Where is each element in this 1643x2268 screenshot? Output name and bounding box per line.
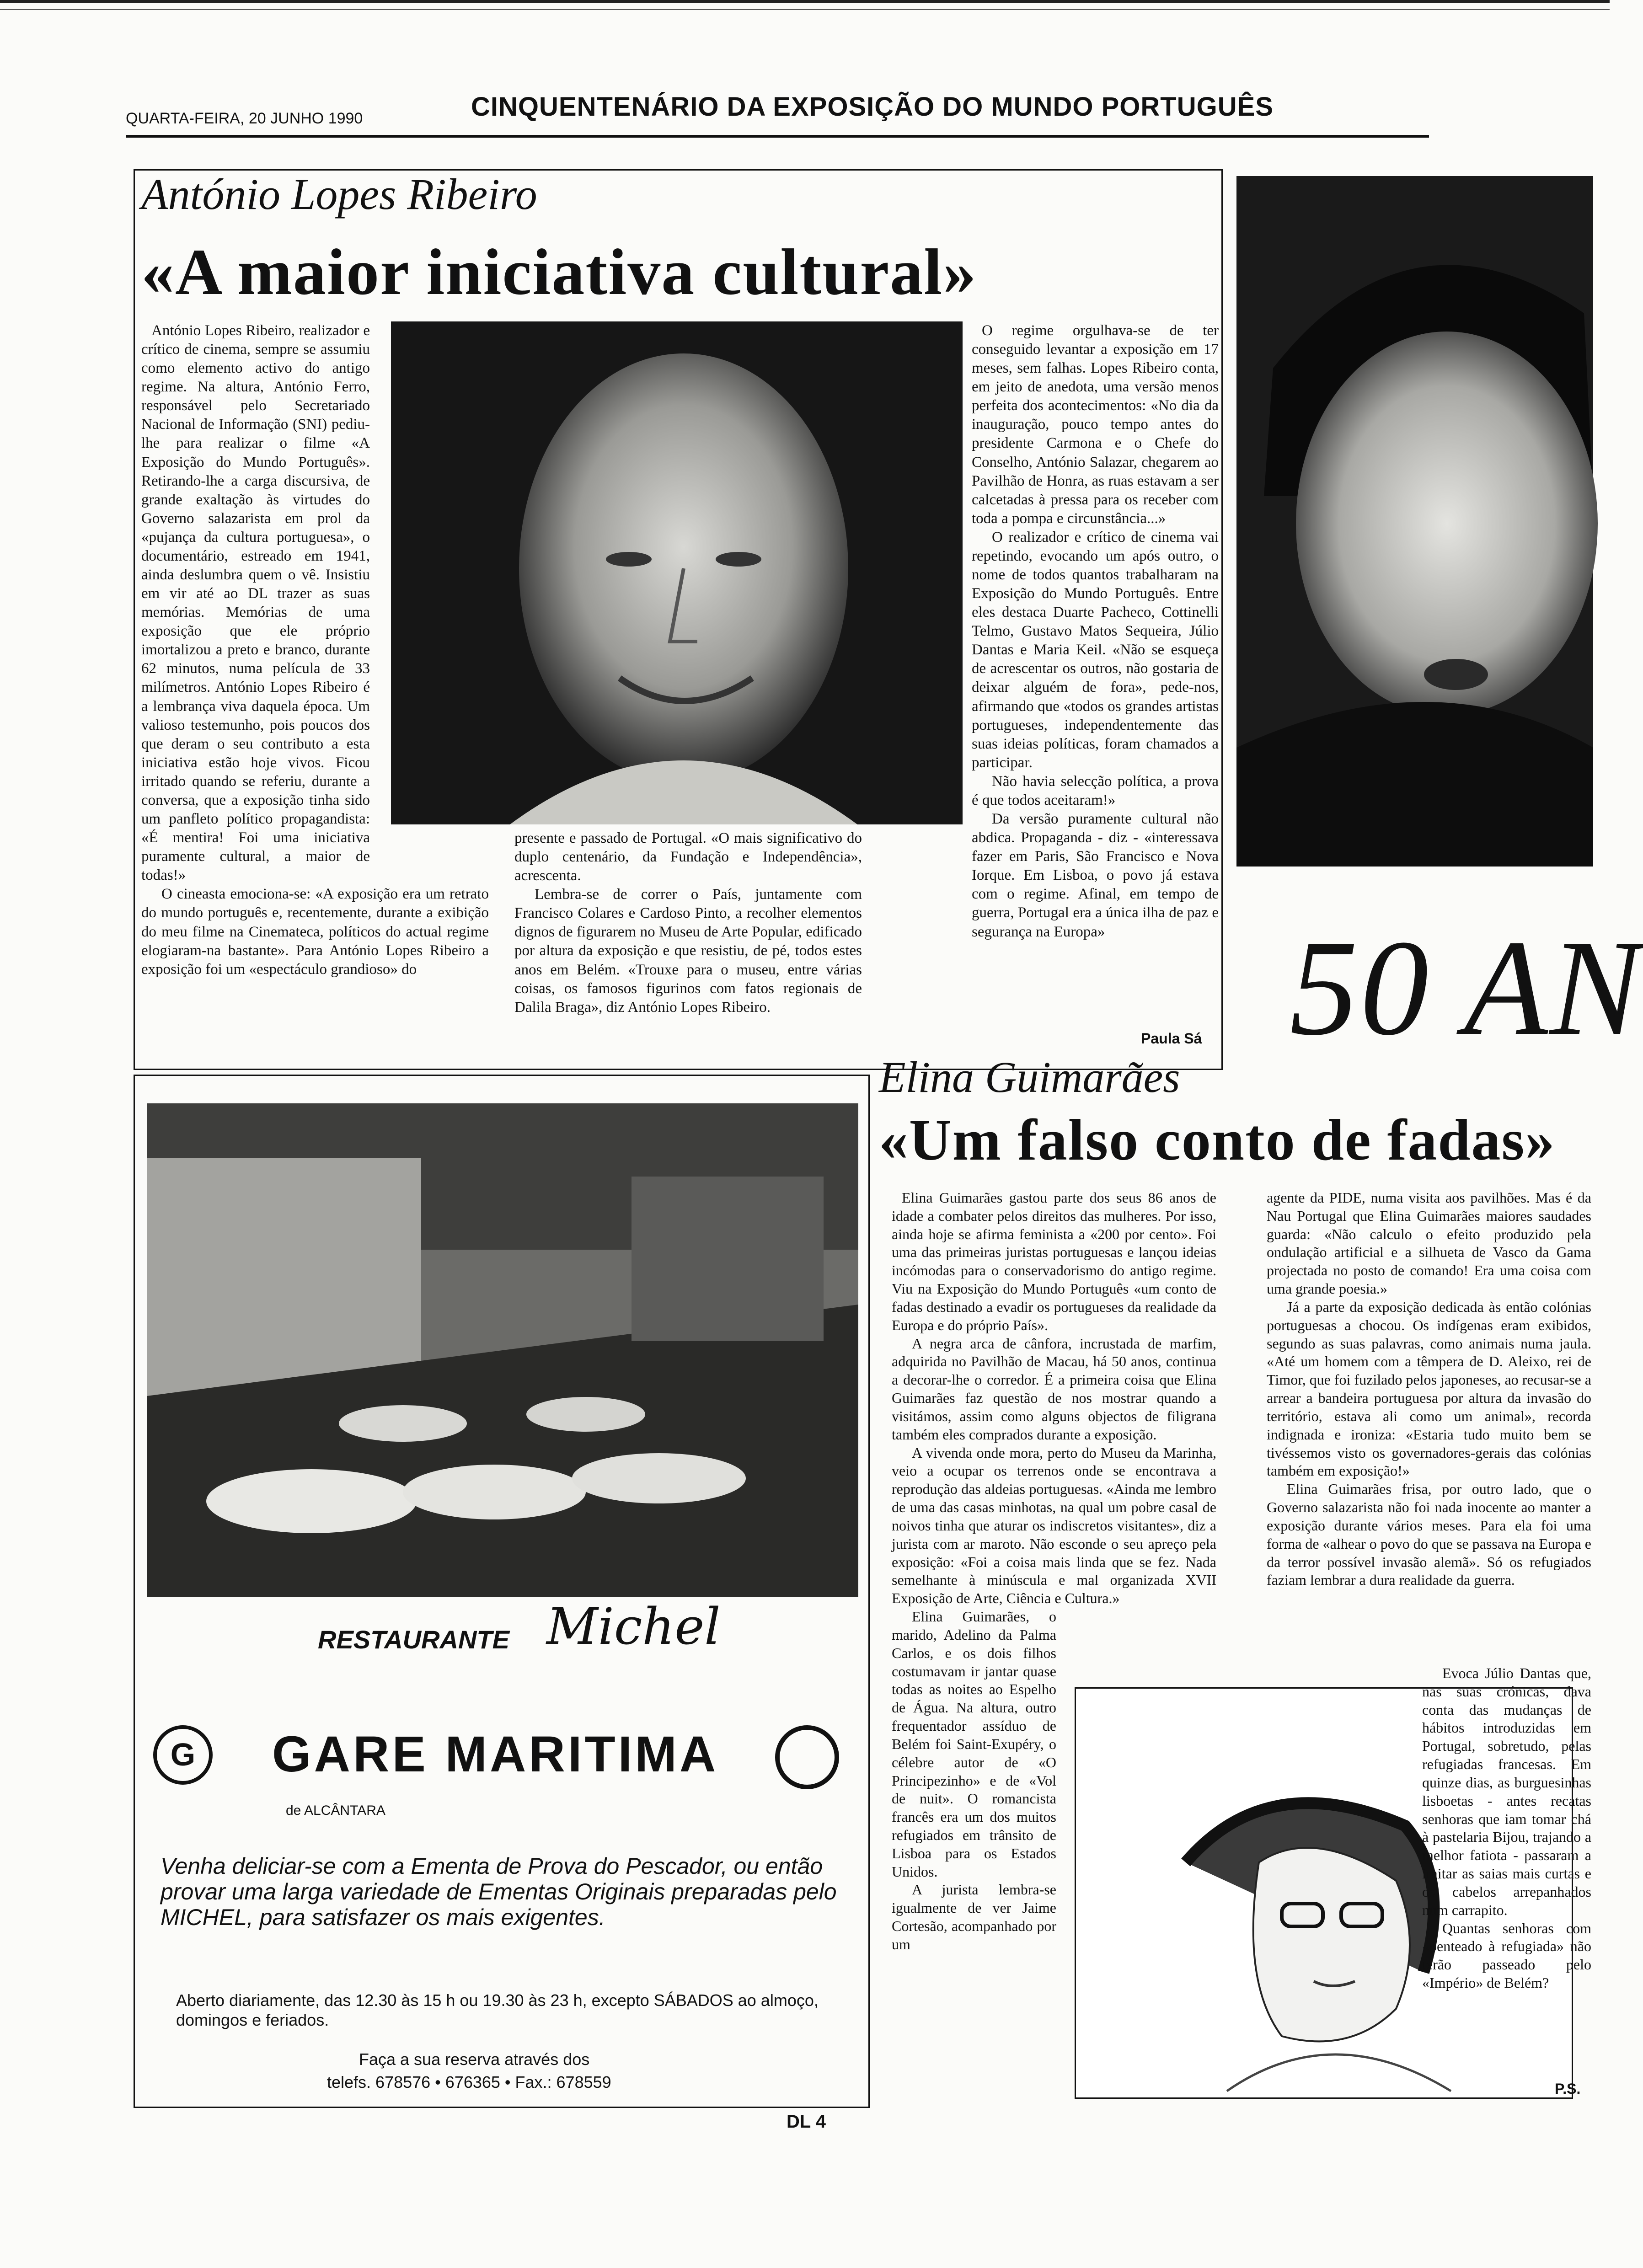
article-headline: «A maior iniciativa cultural» [141, 236, 977, 309]
ad-reservation: Faça a sua reserva através dos [359, 2050, 590, 2069]
top-border [0, 0, 1610, 3]
article-headline: «Um falso conto de fadas» [879, 1107, 1556, 1172]
paragraph: O regime orgulhava-se de ter conseguido levantar a exposição em 17 meses, sem falhas. Lopes Ribeiro conta, em jeito de anedota, uma versão menos perfeita dos acontecimentos: «No dia da inauguração, pouco tempo antes do presidente Carmona e o Chefe do Conselho, António Salazar, chegarem ao Pavilhão de Honra, as ruas estavam a ser calcetadas à pressa para os receber com toda a pompa e circunstância...» [972, 322, 1219, 527]
restaurant-name: GARE MARITIMA [272, 1726, 719, 1782]
paragraph: Quantas senhoras com «penteado à refugiada» não terão passeado pelo «Império» de Belém? [1422, 1920, 1591, 1991]
restaurant-logo: G [153, 1725, 213, 1785]
paragraph: A negra arca de cânfora, incrustada de marfim, adquirida no Pavilhão de Macau, há 50 anos, continua a decorar-lhe o corredor. É a primeira coisa que Elina Guimarães faz questão de nos mostrar quando a visitámos, assim como alguns objectos de filigrana também eles comprados durante a exposição. [892, 1335, 1216, 1443]
paragraph: Elina Guimarães, o marido, Adelino da Palma Carlos, e os dois filhos costumavam ir jantar quase todas as noites ao Espelho de Água. Na altura, outro frequentador assíduo de Belém foi Saint-Exupéry, o célebre autor de «O Principezinho» e de «Vol de nuit». O romancista francês era um dos muitos refugiados em trânsito de Lisboa para os Estados Unidos. [892, 1608, 1056, 1880]
article-lopes-ribeiro [134, 169, 1223, 1070]
restaurant-location: de ALCÂNTARA [286, 1803, 385, 1818]
paragraph: Já a parte da exposição dedicada às então colónias portuguesas a chocou. Os indígenas eram exibidos, segundo as suas palavras, como animais numa jaula. «Até um homem com a têmpera de D. Aleixo, rei de Timor, que foi fuzilado pelos japoneses, ao recusar-se a arrear a bandeira portuguesa por altura da invasão do território, estava ali como um animal», recorda indignada e ironiza: «Estaria tudo muito bem se tivéssemos visto os governadores-gerais das colónias também em exposição!» [1267, 1298, 1591, 1479]
ad-body: Venha deliciar-se com a Ementa de Prova do Pescador, ou então provar uma larga variedade de Ementas Originais preparadas pelo MICHEL, para satisfazer os mais exigentes. [161, 1853, 837, 1930]
paragraph: O realizador e crítico de cinema vai repetindo, evocando um após outro, o nome de todos quantos trabalharam na Exposição do Mundo Português. Entre eles destaca Duarte Pacheco, Cottinelli Telmo, Gustavo Matos Sequeira, Júlio Dantas e Maria Keil. «Não se esqueça de acrescentar os outros, não gostaria de deixar alguém de fora», pede-nos, afirmando que «todos os grandes artistas portugueses, independentemente das suas ideias políticas, foram chamados a participar. [972, 529, 1219, 771]
paragraph: Lembra-se de correr o País, juntamente com Francisco Colares e Cardoso Pinto, a recolher elementos dignos de figurarem no Museu de Arte Popular, edificado por altura da exposição e que resistiu, de pé, todos estes anos em Belém. «Trouxe para o museu, entre várias coisas, os famosos figurinos com fatos regionais de Dalila Braga», diz António Lopes Ribeiro. [514, 886, 862, 1016]
paragraph: A vivenda onde mora, perto do Museu da Marinha, veio a ocupar os terrenos onde se encontrava a reprodução das aldeias portuguesas. «Ainda me lembro de uma das casas minhotas, na qual um pobre casal de noivos tinha que aturar os indiscretos visitantes», diz a jurista com ar maroto. Não esconde o seu apreço pela exposição: «Foi a coisa mais linda que se fez. Nada semelhante à minúscula e mal organizada XVII Exposição de Arte, Ciência e Cultura.» [892, 1444, 1216, 1607]
header-rule [126, 135, 1429, 138]
issue-date: QUARTA-FEIRA, 20 JUNHO 1990 [126, 110, 363, 127]
portrait-photo-lopes-ribeiro [391, 321, 963, 824]
paragraph: Elina Guimarães frisa, por outro lado, que o Governo salazarista não foi nada inocente ao manter a exposição durante vários meses. Para ela foi uma forma de «alhear o povo do que se passava na Europa e da terror possível invasão alemã». Só os refugiados faziam lembrar a dura realidade da guerra. [1267, 1481, 1591, 1589]
paragraph: A jurista lembra-se igualmente de ver Jaime Cortesão, acompanhado por um [892, 1881, 1056, 1952]
article-column-2 [514, 829, 862, 1067]
restaurant-interior-photo [147, 1103, 858, 1597]
portrait-image [391, 321, 963, 824]
ad-hours: Aberto diariamente, das 12.30 às 15 h ou 19.30 às 23 h, excepto SÁBADOS ao almoço, domingos e feriados. [176, 1991, 819, 2030]
ad-label: RESTAURANTE [318, 1625, 509, 1654]
restaurant-advertisement [134, 1075, 870, 2108]
paragraph: Evoca Júlio Dantas que, nas suas crónicas, dava conta das mudanças de hábitos introduzidas em Portugal, sobretudo, pelas refugiadas francesas. Em quinze dias, as burguesinhas lisboetas - antes recatas senhoras que iam tomar chá à pastelaria Bijou, trajando a melhor fatiota - passaram a imitar as saias mais curtas e os cabelos arrepanhados num carrapito. [1422, 1665, 1591, 1918]
side-headline-fragment: 50 AN [1290, 912, 1643, 1064]
portrait-photo-woman [1236, 176, 1593, 867]
paragraph: agente da PIDE, numa visita aos pavilhões. Mas é da Nau Portugal que Elina Guimarães maiores saudades guarda: «Não calculo o efeito produzido pela ondulação artificial e a silhueta de Vasco da Gama projectada no posto de comando! Era uma coisa com uma grande poesia.» [1267, 1189, 1591, 1297]
paragraph: Elina Guimarães gastou parte dos seus 86 anos de idade a combater pelos direitos das mulheres. Por isso, ainda hoje se afirma feminista a «200 por cento». Foi uma das primeiras juristas portuguesas e lançou ideias incómodas para o conservadorismo do antigo regime. Viu na Exposição do Mundo Português «um conto de fadas destinado a evadir os portugueses da realidade da Europa e do próprio País». [892, 1189, 1216, 1333]
article-column-3 [972, 321, 1219, 1035]
interior-image [147, 1103, 858, 1597]
paragraph: presente e passado de Portugal. «O mais significativo do duplo centenário, da Fundação e Independência», acrescenta. [514, 830, 862, 884]
article-kicker: Elina Guimarães [879, 1053, 1180, 1102]
page-number: DL 4 [787, 2112, 826, 2132]
paragraph: António Lopes Ribeiro, realizador e crítico de cinema, sempre se assumiu como elemento activo do antigo regime. Na altura, António Ferro, responsável pelo Secretariado Nacional de Informação (SNI) pediu-lhe para realizar o filme «A Exposição do Mundo Português». Retirando-lhe a carga discursiva, de grande exaltação às virtudes do Governo salazarista em prol da «pujança da cultura portuguesa», o documentário, estreado em 1941, ainda deslumbra quem o vê. Insistiu em vir até ao DL trazer as suas memórias. Memórias de uma exposição que ele próprio imortalizou a preto e branco, durante 62 minutos, numa película de 33 milímetros. António Lopes Ribeiro é a lembrança viva daquela época. Um valioso testemunho, pois poucos dos que deram o seu contributo a esta iniciativa estão hoje vivos. Ficou irritado quando se referiu, durante a conversa, que a exposição tinha sido um panfleto político propagandista: «É mentira! Foi uma iniciativa puramente cultural, a maior de todas!» [141, 322, 370, 884]
top-border-thin [0, 9, 1610, 10]
emblem-icon [775, 1725, 839, 1789]
article-kicker: António Lopes Ribeiro [141, 170, 537, 219]
ad-phones: telefs. 678576 • 676365 • Fax.: 678559 [327, 2073, 611, 2091]
byline: P.S. [1555, 2081, 1581, 2097]
article-column-1 [141, 321, 489, 1058]
portrait-image [1236, 176, 1593, 867]
paragraph: O cineasta emociona-se: «A exposição era um retrato do mundo português e, recentemente, durante a exibição do meu filme na Cinemateca, políticos do actual regime elogiaram-na bastante». Para António Lopes Ribeiro a exposição foi um «espectáculo grandioso» do [141, 886, 489, 978]
chef-signature: Michel [546, 1597, 721, 1656]
article-column-2b [1422, 1664, 1591, 2085]
section-title: CINQUENTENÁRIO DA EXPOSIÇÃO DO MUNDO PORTUGUÊS [471, 92, 1274, 122]
article-column-2 [1267, 1189, 1591, 1692]
paragraph: Da versão puramente cultural não abdica. Propaganda - diz - «interessava fazer em Paris, São Francisco e Nova Iorque. Em Lisboa, o povo já estava com o regime. Afinal, em tempo de guerra, Portugal era a única ilha de paz e segurança na Europa» [972, 811, 1219, 940]
paragraph: Não havia selecção política, a prova é que todos aceitaram!» [972, 773, 1219, 808]
byline: Paula Sá [1141, 1030, 1202, 1047]
